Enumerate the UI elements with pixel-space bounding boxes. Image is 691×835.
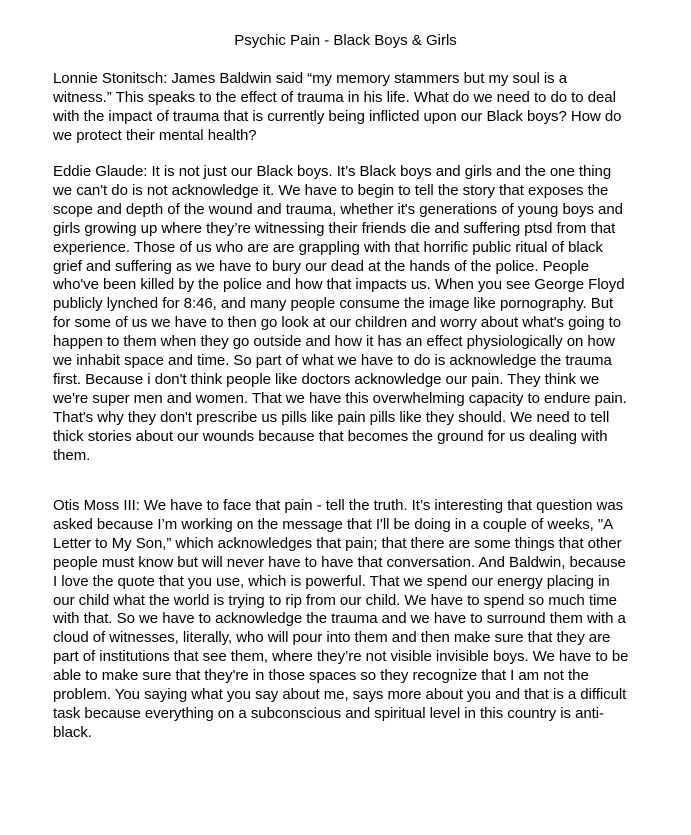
text-line: cloud of witnesses, literally, who will pour into them and then make sure that they are — [53, 629, 611, 647]
text-line: task because everything on a subconscious and spiritual level in this country is anti- — [53, 704, 605, 722]
document-title: Psychic Pain - Black Boys & Girls — [234, 32, 457, 49]
text-line: I love the quote that you use, which is powerful. That we spend our energy placing in — [53, 572, 610, 590]
text-line: experience. Those of us who are are grappling with that horrific public ritual of black — [53, 238, 603, 256]
text-line: with the impact of trauma that is currently being inflicted upon our Black boys? How do — [53, 107, 622, 125]
text-line: grief and suffering as we have to bury our dead at the hands of the police. People — [53, 257, 589, 275]
paragraph-eddie-glaude — [53, 163, 653, 466]
text-line: asked because I’m working on the message that I'll be doing in a couple of weeks, "A — [53, 515, 614, 533]
text-line: for some of us we have to then go look at our children and worry about what's going to — [53, 314, 622, 332]
text-line: publicly lynched for 8:46, and many people consume the image like pornography. But — [53, 295, 614, 313]
text-line: Lonnie Stonitsch: James Baldwin said “my memory stammers but my soul is a — [53, 70, 568, 87]
text-line: first. Because i don't think people like doctors acknowledge our pain. They think we — [53, 370, 600, 388]
text-line: people must know but will never have to have that conversation. And Baldwin, because — [53, 553, 626, 571]
text-line: witness.” This speaks to the effect of trauma in his life. What do we need to do to deal — [53, 88, 616, 106]
text-line: them. — [53, 446, 91, 464]
text-line: Eddie Glaude: It is not just our Black boys. It’s Black boys and girls and the one thing — [53, 163, 612, 180]
text-line: with that. So we have to acknowledge the trauma and we have to surround them with a — [53, 610, 626, 628]
text-line: we protect their mental health? — [53, 126, 257, 144]
paragraph-lonnie-stonitsch — [53, 70, 653, 146]
text-line: happen to them when they go outside and how it has an effect physiologically on how — [53, 333, 615, 351]
text-line: who've been killed by the police and how that impacts us. When you see George Floyd — [53, 276, 625, 294]
text-line: Letter to My Son,” which acknowledges that pain; that there are some things that other — [53, 534, 622, 552]
text-line: black. — [53, 723, 92, 741]
text-line: problem. You saying what you say about me, says more about you and that is a difficult — [53, 686, 627, 704]
text-line: part of institutions that see them, where they’re not visible invisible boys. We have to be — [53, 648, 629, 666]
text-line: That's why they don't prescribe us pills like pain pills like they should. We need to tell — [53, 408, 610, 426]
text-line: thick stories about our wounds because that becomes the ground for us dealing with — [53, 427, 608, 445]
text-line: scope and depth of the wound and trauma, whether it's generations of young boys and — [53, 200, 623, 218]
text-line: able to make sure that they're in those spaces so they recognize that I am not the — [53, 667, 589, 685]
text-line: we inhabit space and time. So part of what we have to do is acknowledge the trauma — [53, 352, 612, 370]
text-line: we can't do is not acknowledge it. We have to begin to tell the story that exposes the — [53, 181, 609, 199]
text-line: we're super men and women. That we have this overwhelming capacity to endure pain. — [53, 389, 627, 407]
text-line: our child what the world is trying to rip from our child. We have to spend so much time — [53, 591, 617, 609]
paragraph-otis-moss-iii — [53, 497, 653, 743]
text-line: Otis Moss III: We have to face that pain - tell the truth. It’s interesting that question was — [53, 497, 624, 514]
text-line: girls growing up where they’re witnessing their friends die and suffering ptsd from that — [53, 219, 616, 237]
